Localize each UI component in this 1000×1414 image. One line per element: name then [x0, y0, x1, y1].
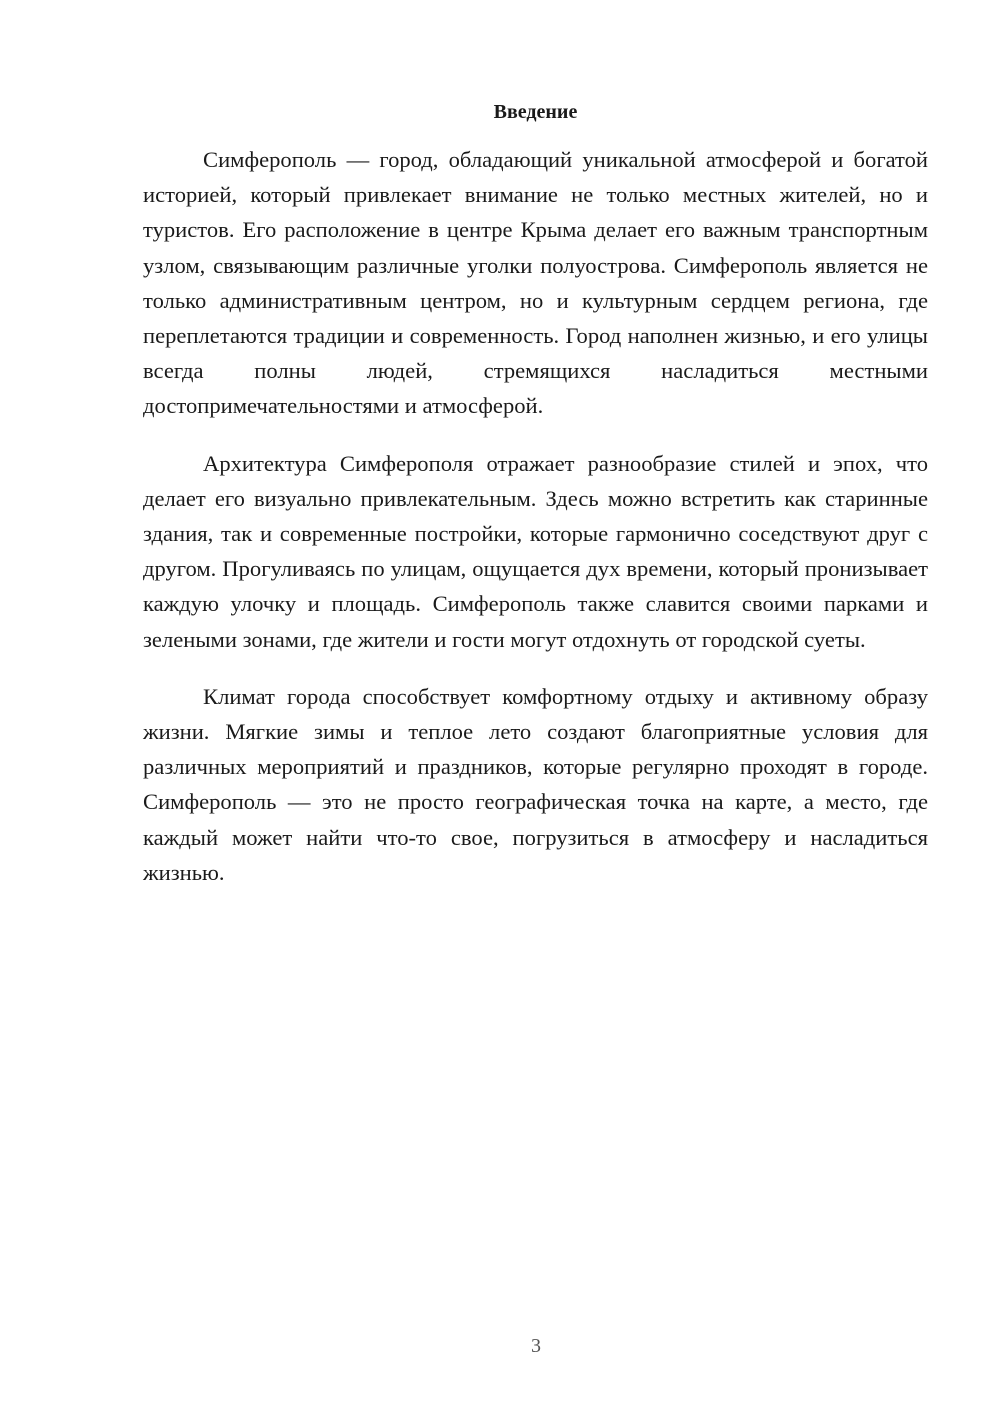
body-text: [143, 142, 928, 912]
section-title: Введение: [493, 101, 578, 123]
paragraph-2: Архитектура Симферополя отражает разнообразие стилей и эпох, что делает его визуально привлекательным. Здесь можно встретить как старинные здания, так и современные постройки, которые гармонично соседствуют друг с другом. Прогуливаясь по улицам, ощущается дух времени, который пронизывает каждую улочку и площадь. Симферополь также славится своими парками и зелеными зонами, где жители и гости могут отдохнуть от городской суеты.: [143, 450, 928, 652]
paragraph-3: Климат города способствует комфортному отдыху и активному образу жизни. Мягкие зимы и теплое лето создают благоприятные условия для различных мероприятий и праздников, которые регулярно проходят в городе. Симферополь — это не просто географическая точка на карте, а место, где каждый может найти что-то свое, погрузиться в атмосферу и насладиться жизнью.: [143, 683, 928, 885]
page-number: 3: [531, 1335, 541, 1357]
paragraph-1: Симферополь — город, обладающий уникальной атмосферой и богатой историей, который привлекает внимание не только местных жителей, но и туристов. Его расположение в центре Крыма делает его важным транспортным узлом, связывающим различные уголки полуострова. Симферополь является не только административным центром, но и культурным сердцем региона, где переплетаются традиции и современность. Город наполнен жизнью, и его улицы всегда полны людей, стремящихся насладиться местными достопримечательностями и атмосферой.: [143, 147, 928, 419]
